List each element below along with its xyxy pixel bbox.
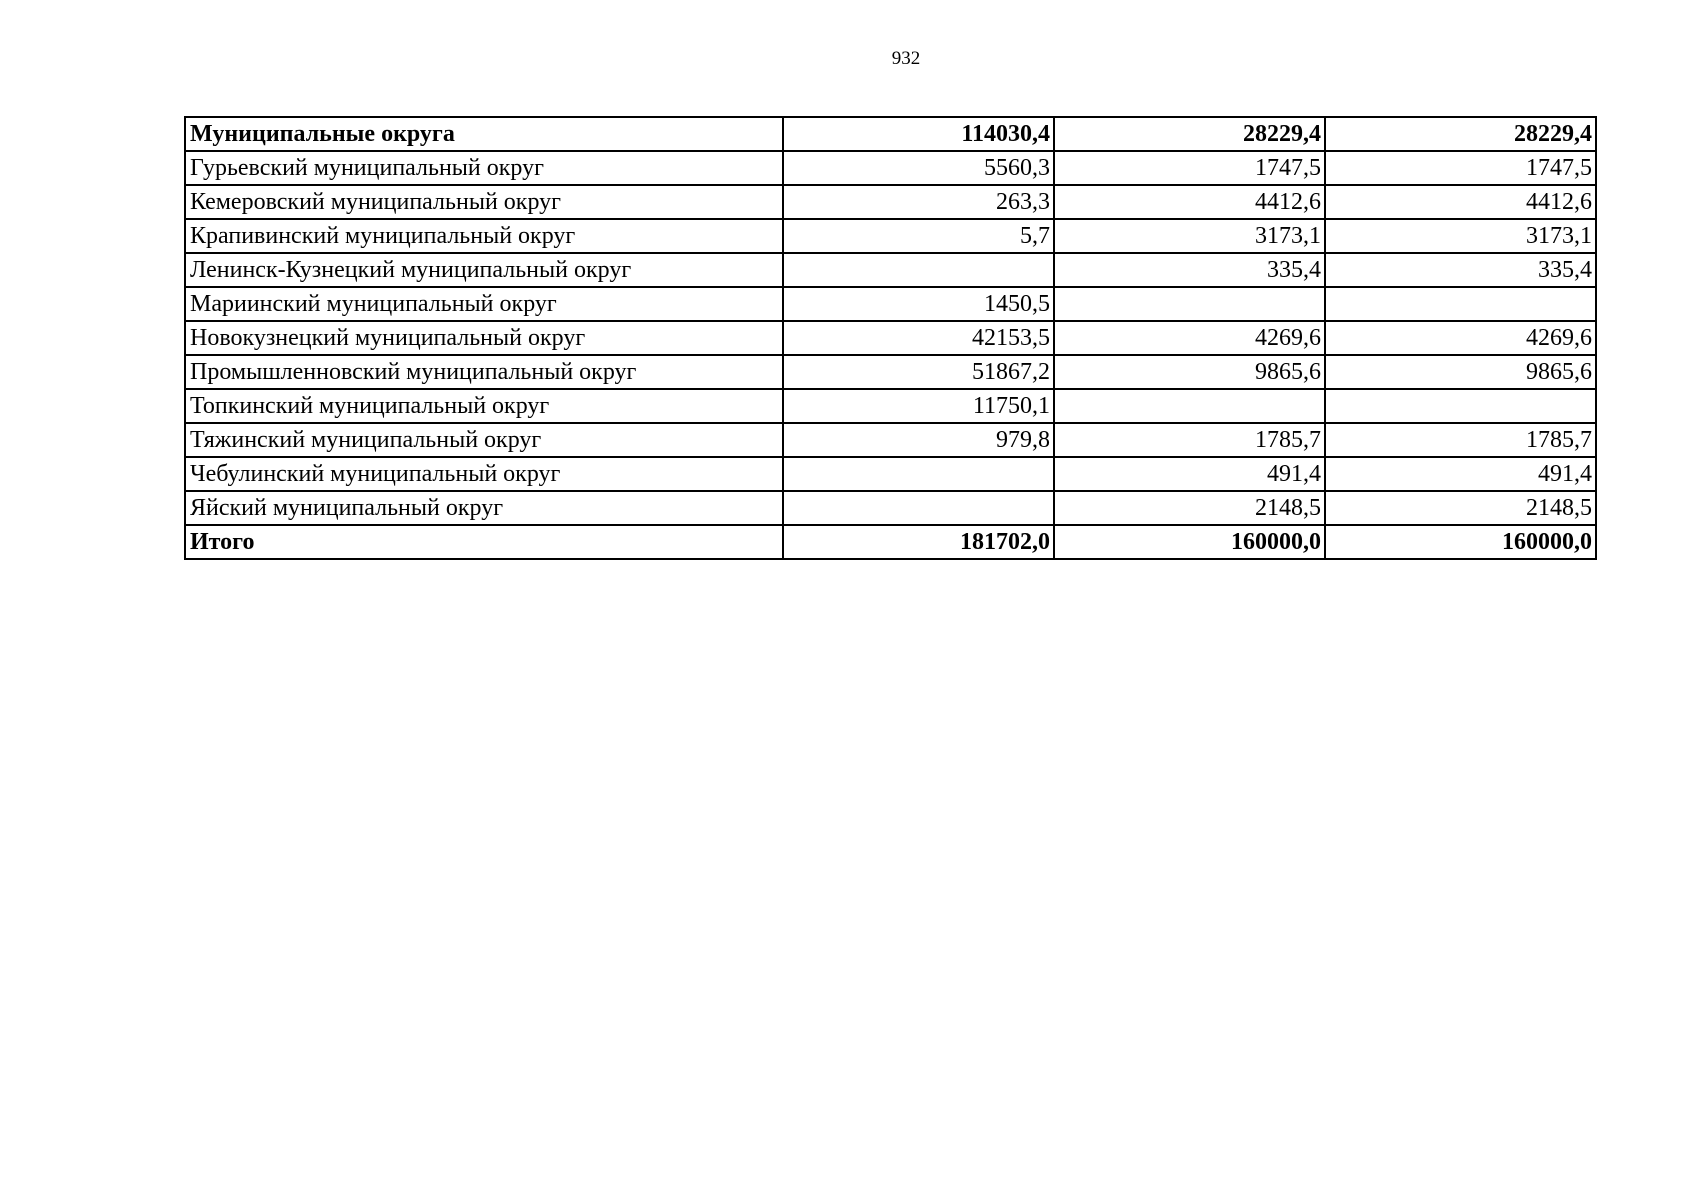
row-value-3: 4269,6 bbox=[1325, 321, 1596, 355]
row-value-1: 1450,5 bbox=[783, 287, 1054, 321]
row-name: Новокузнецкий муниципальный округ bbox=[185, 321, 783, 355]
row-value-3: 3173,1 bbox=[1325, 219, 1596, 253]
table-row bbox=[185, 117, 1596, 151]
row-value-3: 160000,0 bbox=[1325, 525, 1596, 559]
row-value-1: 181702,0 bbox=[783, 525, 1054, 559]
row-value-1: 263,3 bbox=[783, 185, 1054, 219]
row-value-3: 1747,5 bbox=[1325, 151, 1596, 185]
table-row bbox=[185, 219, 1596, 253]
row-value-2: 1785,7 bbox=[1054, 423, 1325, 457]
row-name: Топкинский муниципальный округ bbox=[185, 389, 783, 423]
row-value-3: 9865,6 bbox=[1325, 355, 1596, 389]
row-name: Кемеровский муниципальный округ bbox=[185, 185, 783, 219]
row-value-2: 2148,5 bbox=[1054, 491, 1325, 525]
table-row bbox=[185, 389, 1596, 423]
row-name: Промышленновский муниципальный округ bbox=[185, 355, 783, 389]
row-name: Итого bbox=[185, 525, 783, 559]
table-row bbox=[185, 423, 1596, 457]
row-value-1: 42153,5 bbox=[783, 321, 1054, 355]
row-value-2 bbox=[1054, 389, 1325, 423]
row-value-1: 5,7 bbox=[783, 219, 1054, 253]
row-value-3: 2148,5 bbox=[1325, 491, 1596, 525]
row-value-3 bbox=[1325, 389, 1596, 423]
row-value-3: 1785,7 bbox=[1325, 423, 1596, 457]
table-row bbox=[185, 253, 1596, 287]
table-row bbox=[185, 287, 1596, 321]
row-value-1: 51867,2 bbox=[783, 355, 1054, 389]
row-value-3 bbox=[1325, 287, 1596, 321]
row-name: Тяжинский муниципальный округ bbox=[185, 423, 783, 457]
row-value-2: 4412,6 bbox=[1054, 185, 1325, 219]
row-value-1: 114030,4 bbox=[783, 117, 1054, 151]
row-value-1: 5560,3 bbox=[783, 151, 1054, 185]
row-value-2: 335,4 bbox=[1054, 253, 1325, 287]
table-row bbox=[185, 151, 1596, 185]
row-name: Яйский муниципальный округ bbox=[185, 491, 783, 525]
row-value-2 bbox=[1054, 287, 1325, 321]
row-name: Гурьевский муниципальный округ bbox=[185, 151, 783, 185]
table-row bbox=[185, 321, 1596, 355]
row-name: Мариинский муниципальный округ bbox=[185, 287, 783, 321]
row-name: Крапивинский муниципальный округ bbox=[185, 219, 783, 253]
row-value-2: 4269,6 bbox=[1054, 321, 1325, 355]
row-value-2: 491,4 bbox=[1054, 457, 1325, 491]
row-name: Муниципальные округа bbox=[185, 117, 783, 151]
budget-table bbox=[184, 116, 1597, 560]
table-row bbox=[185, 525, 1596, 559]
row-name: Чебулинский муниципальный округ bbox=[185, 457, 783, 491]
table-row bbox=[185, 355, 1596, 389]
row-value-1 bbox=[783, 253, 1054, 287]
row-value-2: 28229,4 bbox=[1054, 117, 1325, 151]
row-value-2: 9865,6 bbox=[1054, 355, 1325, 389]
row-value-1: 979,8 bbox=[783, 423, 1054, 457]
row-value-2: 3173,1 bbox=[1054, 219, 1325, 253]
table-body bbox=[185, 117, 1596, 559]
row-value-2: 160000,0 bbox=[1054, 525, 1325, 559]
row-value-1: 11750,1 bbox=[783, 389, 1054, 423]
table-row bbox=[185, 491, 1596, 525]
table-row bbox=[185, 185, 1596, 219]
row-value-3: 4412,6 bbox=[1325, 185, 1596, 219]
row-value-1 bbox=[783, 491, 1054, 525]
row-value-3: 491,4 bbox=[1325, 457, 1596, 491]
row-value-2: 1747,5 bbox=[1054, 151, 1325, 185]
row-value-1 bbox=[783, 457, 1054, 491]
row-value-3: 28229,4 bbox=[1325, 117, 1596, 151]
table-row bbox=[185, 457, 1596, 491]
page-number: 932 bbox=[891, 48, 921, 69]
row-name: Ленинск-Кузнецкий муниципальный округ bbox=[185, 253, 783, 287]
row-value-3: 335,4 bbox=[1325, 253, 1596, 287]
